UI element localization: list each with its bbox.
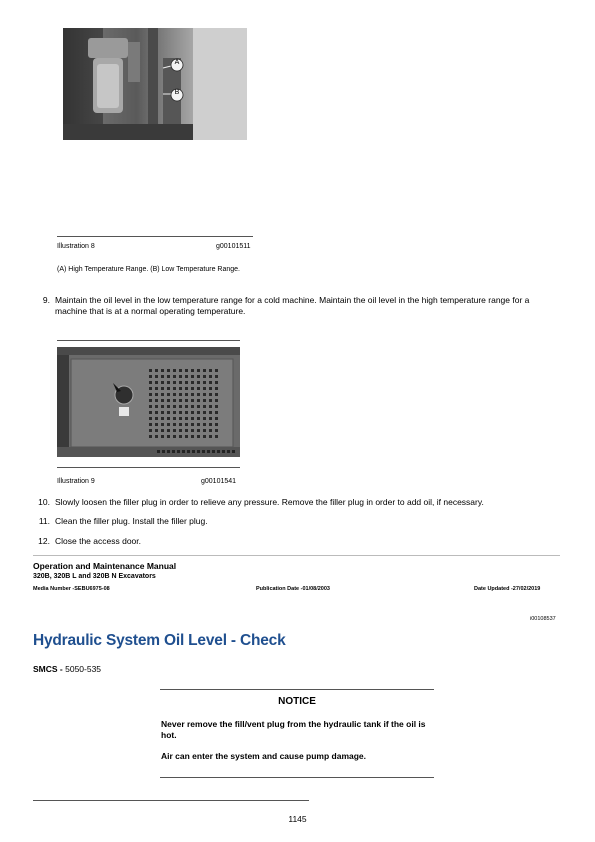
divider — [57, 236, 253, 237]
smcs-code: 5050-535 — [62, 664, 102, 674]
step-text: Close the access door. — [55, 536, 141, 546]
illustration-9-code: g00101541 — [201, 478, 237, 485]
step-text: Clean the filler plug. Install the filler plug. — [55, 516, 208, 526]
notice-top-rule — [160, 689, 434, 690]
media-number: Media Number -SEBU6975-08 — [33, 586, 110, 592]
callout-b: B — [174, 89, 180, 96]
step-number: 9. — [42, 295, 50, 305]
illustration-9-label: Illustration 9 — [57, 478, 95, 485]
divider — [57, 467, 240, 468]
footer-rule — [33, 800, 309, 801]
date-updated: Date Updated -27/02/2019 — [474, 586, 541, 592]
step-text: Maintain the oil level in the low temperature range for a cold machine. Maintain the oil level in the high temperature range for a machine that is at a normal operating temperature. — [55, 295, 530, 316]
illustration-8-code: g00101511 — [216, 243, 251, 250]
section-title: Hydraulic System Oil Level - Check — [33, 632, 286, 649]
notice-line-1: Never remove the fill/vent plug from the hydraulic tank if the oil is hot. — [161, 719, 426, 740]
manual-title: Operation and Maintenance Manual — [33, 561, 177, 571]
notice-bottom-rule — [160, 777, 434, 778]
notice-line-2: Air can enter the system and cause pump damage. — [161, 751, 367, 761]
document-id: i00108537 — [530, 616, 556, 622]
publication-date: Publication Date -01/08/2003 — [256, 586, 330, 592]
callout-a: A — [174, 59, 180, 66]
illustration-8-image — [63, 28, 247, 140]
notice-title: NOTICE — [278, 696, 316, 707]
step-number: 10. — [38, 497, 50, 507]
illustration-8-label: Illustration 8 — [57, 243, 95, 250]
smcs-label: SMCS - — [33, 664, 63, 674]
page-number: 1145 — [288, 814, 307, 824]
step-number: 11. — [38, 516, 50, 526]
step-number: 12. — [38, 536, 50, 546]
illustration-9-image — [57, 347, 240, 457]
divider — [33, 555, 560, 556]
step-text: Slowly loosen the filler plug in order to relieve any pressure. Remove the filler plug in order to add oil, if necessary. — [55, 497, 484, 507]
manual-models: 320B, 320B L and 320B N Excavators — [33, 573, 156, 580]
illustration-8-caption: (A) High Temperature Range. (B) Low Temperature Range. — [57, 266, 240, 273]
divider — [57, 340, 240, 341]
